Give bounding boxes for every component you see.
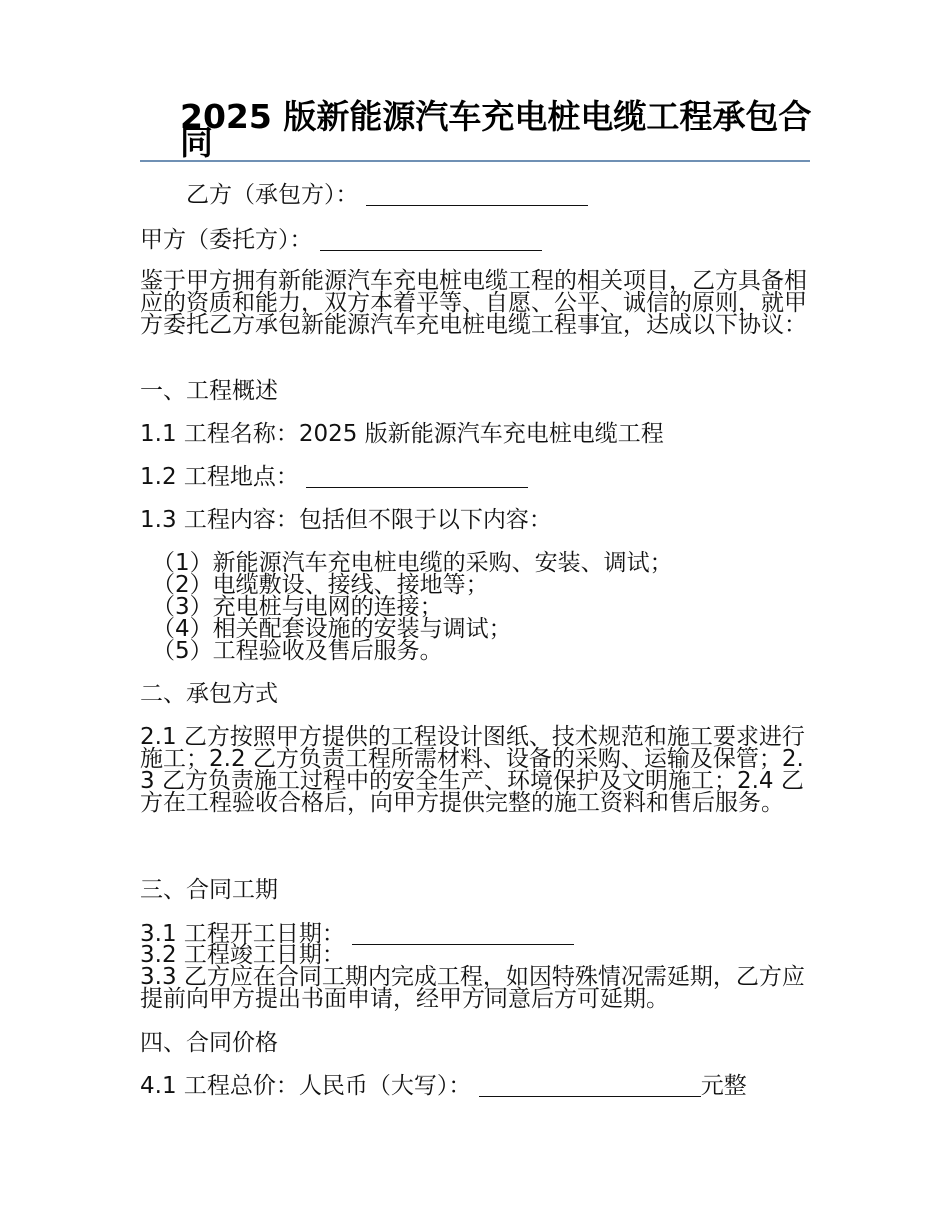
start-date-label: 3.1 工程开工日期： <box>140 921 345 947</box>
project-name: 1.1 工程名称：2025 版新能源汽车充电桩电缆工程 <box>140 421 664 447</box>
project-location-label: 1.2 工程地点： <box>140 464 299 490</box>
project-location-blank <box>306 465 528 488</box>
project-location-line <box>140 464 812 490</box>
section-1-heading: 一、工程概述 <box>140 378 278 404</box>
total-price-blank <box>479 1074 701 1097</box>
section-2-clauses: 2.1 乙方按照甲方提供的工程设计图纸、技术规范和施工要求进行施工；2.2 乙方负责工程所需材料、设备的采购、运输及保管；2.3 乙方负责施工过程中的安全生产、环境保护及文明施工；2.4 乙方在工程验收合格后，向甲方提供完整的施工资料和售后服务。 <box>140 724 805 816</box>
contract-title: 2025 版新能源汽车充电桩电缆工程承包合同 <box>180 97 812 162</box>
total-price-suffix: 元整 <box>700 1073 747 1099</box>
title-underline <box>140 160 810 162</box>
party-b-line <box>186 182 858 208</box>
list-item: （4）相关配套设施的安装与调试； <box>152 616 512 642</box>
project-content-label: 1.3 工程内容：包括但不限于以下内容： <box>140 507 552 533</box>
end-date-label: 3.2 工程竣工日期： <box>140 942 345 968</box>
party-a-label: 甲方（委托方）： <box>140 227 313 253</box>
total-price-line <box>140 1073 812 1099</box>
list-item: （1）新能源汽车充电桩电缆的采购、安装、调试； <box>152 550 673 576</box>
party-a-blank <box>320 228 542 251</box>
party-a-line <box>140 227 812 253</box>
section-4-heading: 四、合同价格 <box>140 1030 278 1056</box>
list-item: （2）电缆敷设、接线、接地等； <box>152 572 489 598</box>
end-date-line <box>140 944 812 966</box>
party-b-blank <box>366 183 588 206</box>
section-2-heading: 二、承包方式 <box>140 681 278 707</box>
preamble: 鉴于甲方拥有新能源汽车充电桩电缆工程的相关项目，乙方具备相应的资质和能力，双方本着平等、自愿、公平、诚信的原则，就甲方委托乙方承包新能源汽车充电桩电缆工程事宜，达成以下协议： <box>140 268 807 338</box>
section-3-heading: 三、合同工期 <box>140 877 278 903</box>
total-price-label: 4.1 工程总价：人民币（大写）： <box>140 1073 472 1099</box>
party-b-label: 乙方（承包方）： <box>186 182 359 208</box>
list-item: （5）工程验收及售后服务。 <box>152 638 443 664</box>
start-date-blank <box>352 922 574 945</box>
project-content-list <box>152 552 792 662</box>
extension-clause: 3.3 乙方应在合同工期内完成工程，如因特殊情况需延期，乙方应提前向甲方提出书面申请，经甲方同意后方可延期。 <box>140 964 805 1012</box>
list-item: （3）充电桩与电网的连接； <box>152 594 443 620</box>
